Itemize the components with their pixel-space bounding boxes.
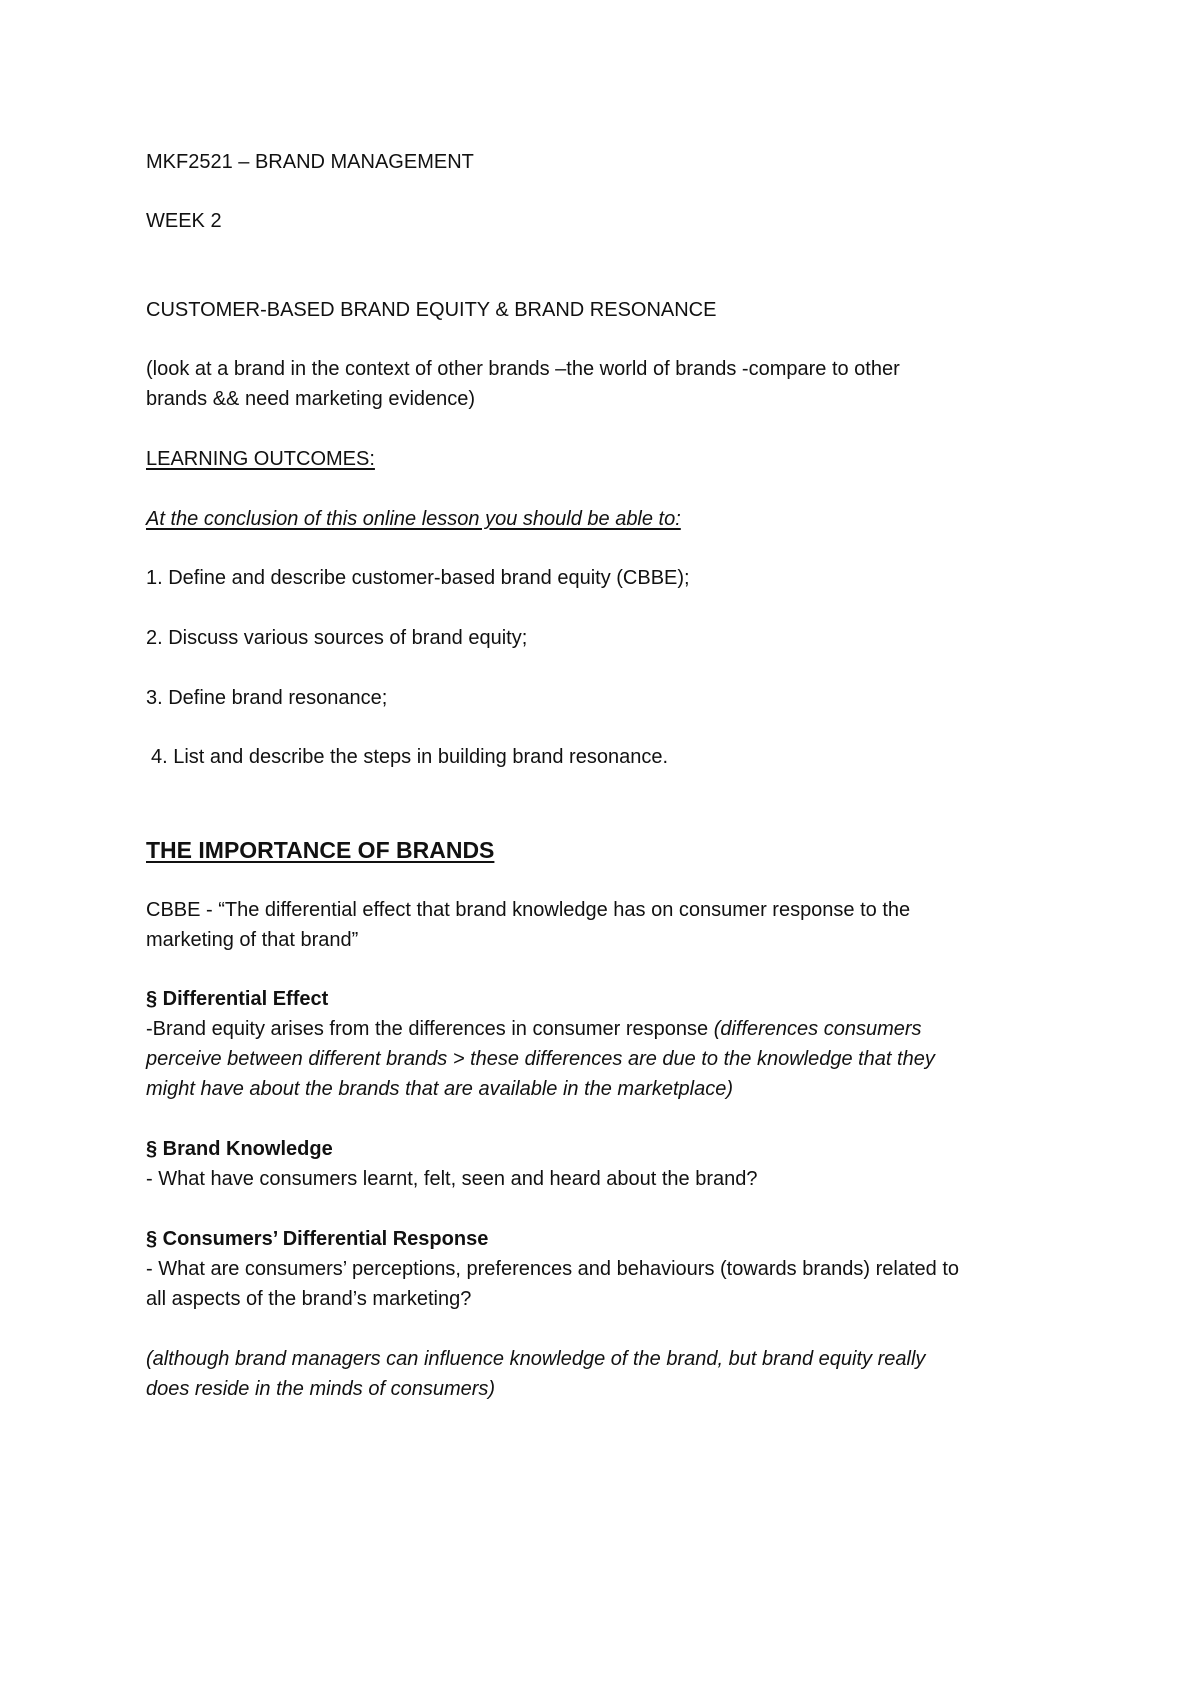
point-title-brand-knowledge: § Brand Knowledge <box>146 1138 333 1160</box>
point-text-italic-line-3: might have about the brands that are available in the marketplace) <box>146 1078 734 1100</box>
point-text-italic-line-2: perceive between different brands > these differences are due to the knowledge that they <box>146 1048 935 1070</box>
point-text-differential-effect <box>146 1014 922 1044</box>
point-text-differential-response-1: - What are consumers’ perceptions, preferences and behaviours (towards brands) related to <box>146 1258 959 1280</box>
point-text-normal: -Brand equity arises from the differences in consumer response <box>146 1018 714 1040</box>
point-text-italic: (differences consumers <box>713 1018 922 1040</box>
section-heading: THE IMPORTANCE OF BRANDS <box>146 837 495 863</box>
closing-note-line-2: does reside in the minds of consumers) <box>146 1378 496 1400</box>
outcome-item-1: 1. Define and describe customer-based brand equity (CBBE); <box>146 567 690 589</box>
definition-line-1: CBBE - “The differential effect that brand knowledge has on consumer response to the <box>146 899 911 921</box>
intro-note-line-1: (look at a brand in the context of other brands –the world of brands -compare to other <box>146 358 900 380</box>
outcome-item-3: 3. Define brand resonance; <box>146 687 388 709</box>
outcome-item-2: 2. Discuss various sources of brand equity; <box>146 627 528 649</box>
intro-note-line-2: brands && need marketing evidence) <box>146 388 476 410</box>
point-text-brand-knowledge: - What have consumers learnt, felt, seen and heard about the brand? <box>146 1168 758 1190</box>
week-label: WEEK 2 <box>146 210 222 232</box>
point-title-differential-response: § Consumers’ Differential Response <box>146 1228 489 1250</box>
topic-title: CUSTOMER-BASED BRAND EQUITY & BRAND RESONANCE <box>146 299 717 321</box>
learning-outcomes-heading: LEARNING OUTCOMES: <box>146 448 375 470</box>
course-title: MKF2521 – BRAND MANAGEMENT <box>146 151 474 173</box>
learning-outcomes-lead: At the conclusion of this online lesson you should be able to: <box>146 508 681 530</box>
outcome-item-4: 4. List and describe the steps in building brand resonance. <box>151 746 669 768</box>
point-text-differential-response-2: all aspects of the brand’s marketing? <box>146 1288 472 1310</box>
point-title-differential-effect: § Differential Effect <box>146 988 329 1010</box>
definition-line-2: marketing of that brand” <box>146 929 359 951</box>
closing-note-line-1: (although brand managers can influence knowledge of the brand, but brand equity really <box>146 1348 926 1370</box>
